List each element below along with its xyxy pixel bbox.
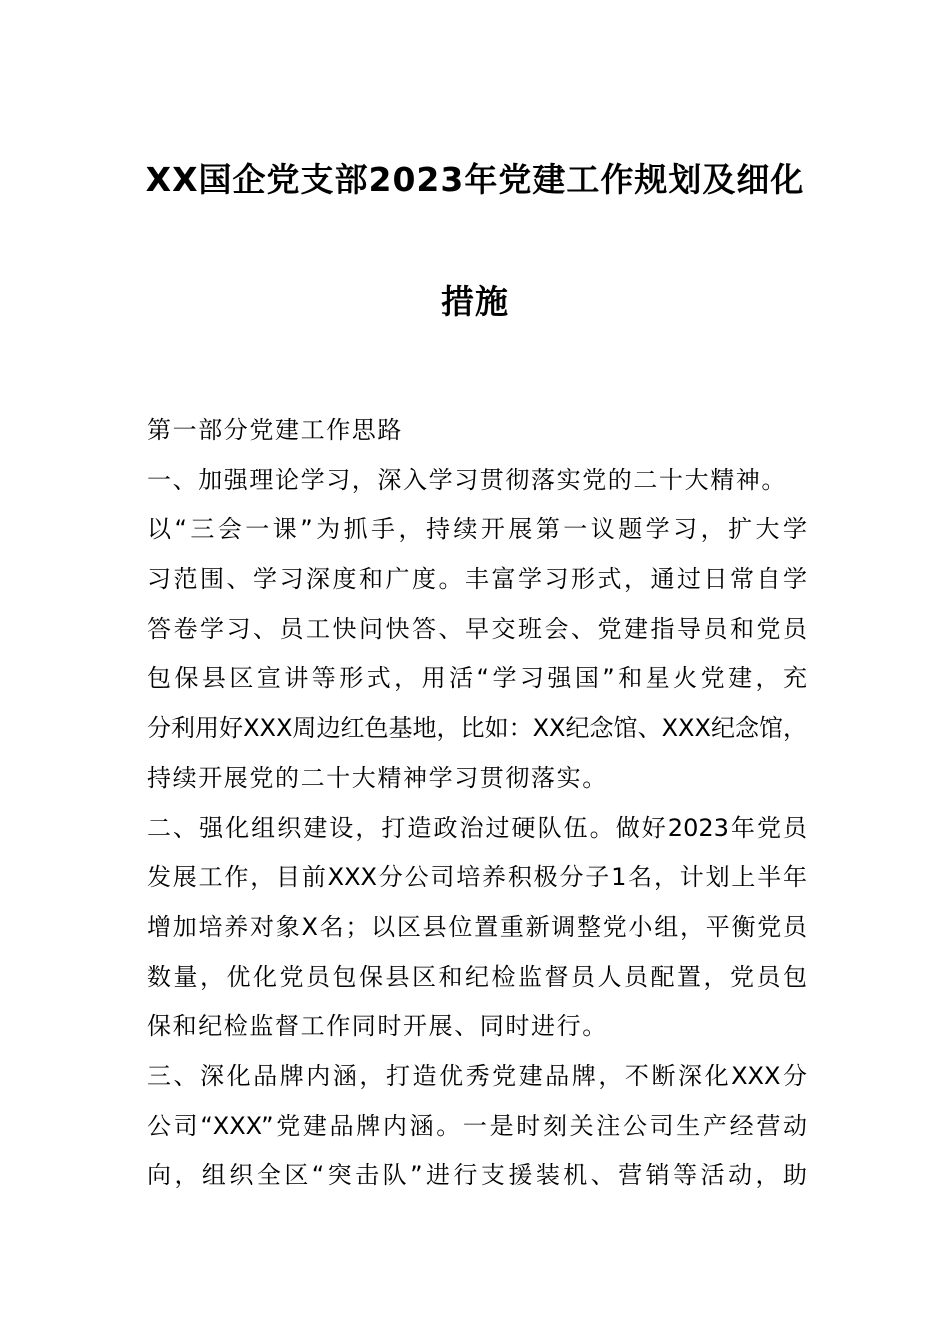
- paragraph-line: 增加培养对象X名；以区县位置重新调整党小组，平衡党员: [147, 912, 807, 941]
- section-heading: 第一部分党建工作思路: [147, 416, 403, 444]
- document-title-line-1: XX国企党支部2023年党建工作规划及细化: [145, 160, 805, 199]
- paragraph-line: 分利用好XXX周边红色基地，比如：XX纪念馆、XXX纪念馆，: [147, 714, 807, 743]
- paragraph-line: 发展工作，目前XXX分公司培养积极分子1名，计划上半年: [147, 863, 807, 892]
- paragraph-line: 持续开展党的二十大精神学习贯彻落实。: [147, 763, 608, 792]
- paragraph-line: 二、强化组织建设，打造政治过硬队伍。做好2023年党员: [147, 813, 807, 842]
- document-title-line-2: 措施: [441, 282, 509, 321]
- document-body: [147, 410, 807, 1205]
- paragraph-line: 三、深化品牌内涵，打造优秀党建品牌，不断深化XXX分: [147, 1061, 807, 1090]
- paragraph-line: 一、加强理论学习，深入学习贯彻落实党的二十大精神。: [147, 465, 787, 494]
- paragraph-line: 保和纪检监督工作同时开展、同时进行。: [147, 1012, 608, 1041]
- paragraph-line: 向，组织全区“突击队”进行支援装机、营销等活动，助: [147, 1161, 807, 1190]
- paragraph-line: 数量，优化党员包保县区和纪检监督员人员配置，党员包: [147, 962, 807, 991]
- paragraph-line: 包保县区宣讲等形式，用活“学习强国”和星火党建，充: [147, 664, 807, 693]
- paragraph-line: 答卷学习、员工快问快答、早交班会、党建指导员和党员: [147, 614, 807, 643]
- paragraph-line: 以“三会一课”为抓手，持续开展第一议题学习，扩大学: [147, 515, 807, 544]
- paragraph-line: 习范围、学习深度和广度。丰富学习形式，通过日常自学: [147, 565, 807, 594]
- paragraph-line: 公司“XXX”党建品牌内涵。一是时刻关注公司生产经营动: [147, 1111, 807, 1140]
